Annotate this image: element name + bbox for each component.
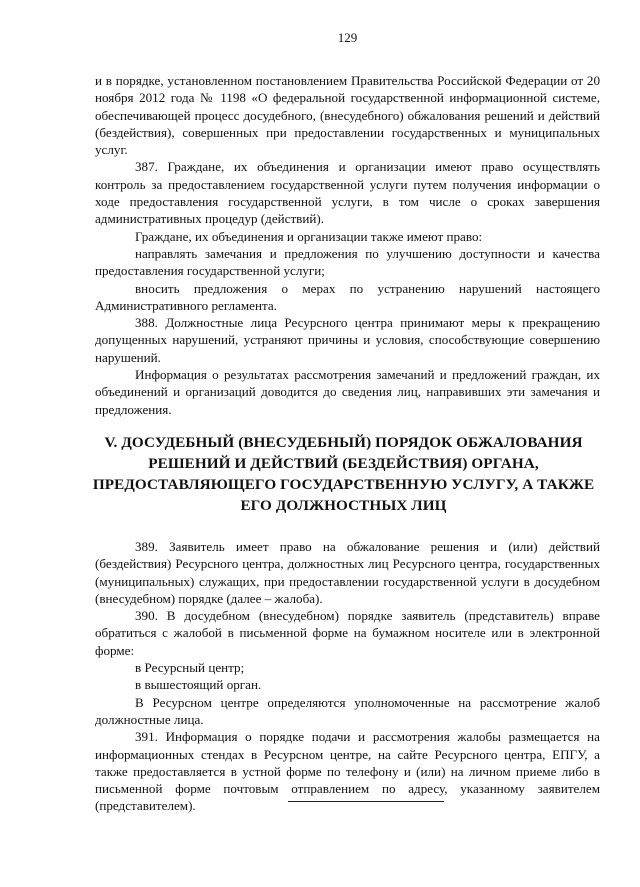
paragraph: 391. Информация о порядке подачи и рассмотрения жалобы размещается на информационных стендах в Ресурсном центре, на сайте Ресурсного центра, ЕПГУ, а также предоставляется в устной форме по телефону и (или) на личном приеме либо в письменной форме почтовым отправлением по адресу, указанному заявителем (представителем). bbox=[95, 729, 600, 814]
paragraph: Информация о результатах рассмотрения замечаний и предложений граждан, их объединений и организаций доводится до сведения лиц, направивших эти замечания и предложения. bbox=[95, 367, 600, 417]
section-heading: V. ДОСУДЕБНЫЙ (ВНЕСУДЕБНЫЙ) ПОРЯДОК ОБЖАЛОВАНИЯ РЕШЕНИЙ И ДЕЙСТВИЙ (БЕЗДЕЙСТВИЯ) ОРГАНА, ПРЕДОСТАВЛЯЮЩЕГО ГОСУДАРСТВЕННУЮ УСЛУГУ, А ТАКЖЕ ЕГО ДОЛЖНОСТНЫХ ЛИЦ bbox=[92, 433, 595, 514]
paragraph: 387. Граждане, их объединения и организации имеют право осуществлять контроль за предоставлением государственной услуги путем получения информации о ходе предоставления государственной услуги, в том числе о сроках завершения административных процедур (действий). bbox=[95, 159, 600, 227]
paragraph: вносить предложения о мерах по устранению нарушений настоящего Административного регламента. bbox=[95, 280, 600, 313]
paragraph: В Ресурсном центре определяются уполномоченные на рассмотрение жалоб должностные лица. bbox=[95, 694, 600, 727]
paragraph: направлять замечания и предложения по улучшению доступности и качества предоставления государственной услуги; bbox=[95, 245, 600, 279]
paragraph: 388. Должностные лица Ресурсного центра принимают меры к прекращению допущенных нарушений, устраняют причины и условия, способствующие совершению нарушений. bbox=[95, 315, 600, 365]
paragraph: и в порядке, установленном постановлением Правительства Российской Федерации от 20 ноября 2012 года № 1198 «О федеральной государственной информационной системе, обеспечивающей процесс досудебного, (внесудебного) обжалования решений и действий (бездействия), совершенных при предоставлении государственных и муниципальных услуг. bbox=[95, 73, 600, 158]
paragraph: в вышестоящий орган. bbox=[135, 677, 262, 693]
paragraph: 390. В досудебном (внесудебном) порядке заявитель (представитель) вправе обратиться с жалобой в письменной форме на бумажном носителе или в электронной форме: bbox=[95, 608, 600, 658]
paragraph: в Ресурсный центр; bbox=[135, 660, 245, 676]
page-number: 129 bbox=[337, 30, 358, 45]
paragraphs-after-heading bbox=[95, 538, 600, 815]
paragraphs-before-heading bbox=[95, 72, 600, 418]
paragraph: 389. Заявитель имеет право на обжалование решения и (или) действий (бездействия) Ресурсного центра, должностных лиц Ресурсного центра, государственных (муниципальных) служащих, при предоставлении государственной услуги в досудебном (внесудебном) порядке (далее – жалоба). bbox=[95, 538, 600, 606]
footer-rule bbox=[288, 801, 444, 802]
paragraph: Граждане, их объединения и организации также имеют право: bbox=[135, 228, 483, 244]
